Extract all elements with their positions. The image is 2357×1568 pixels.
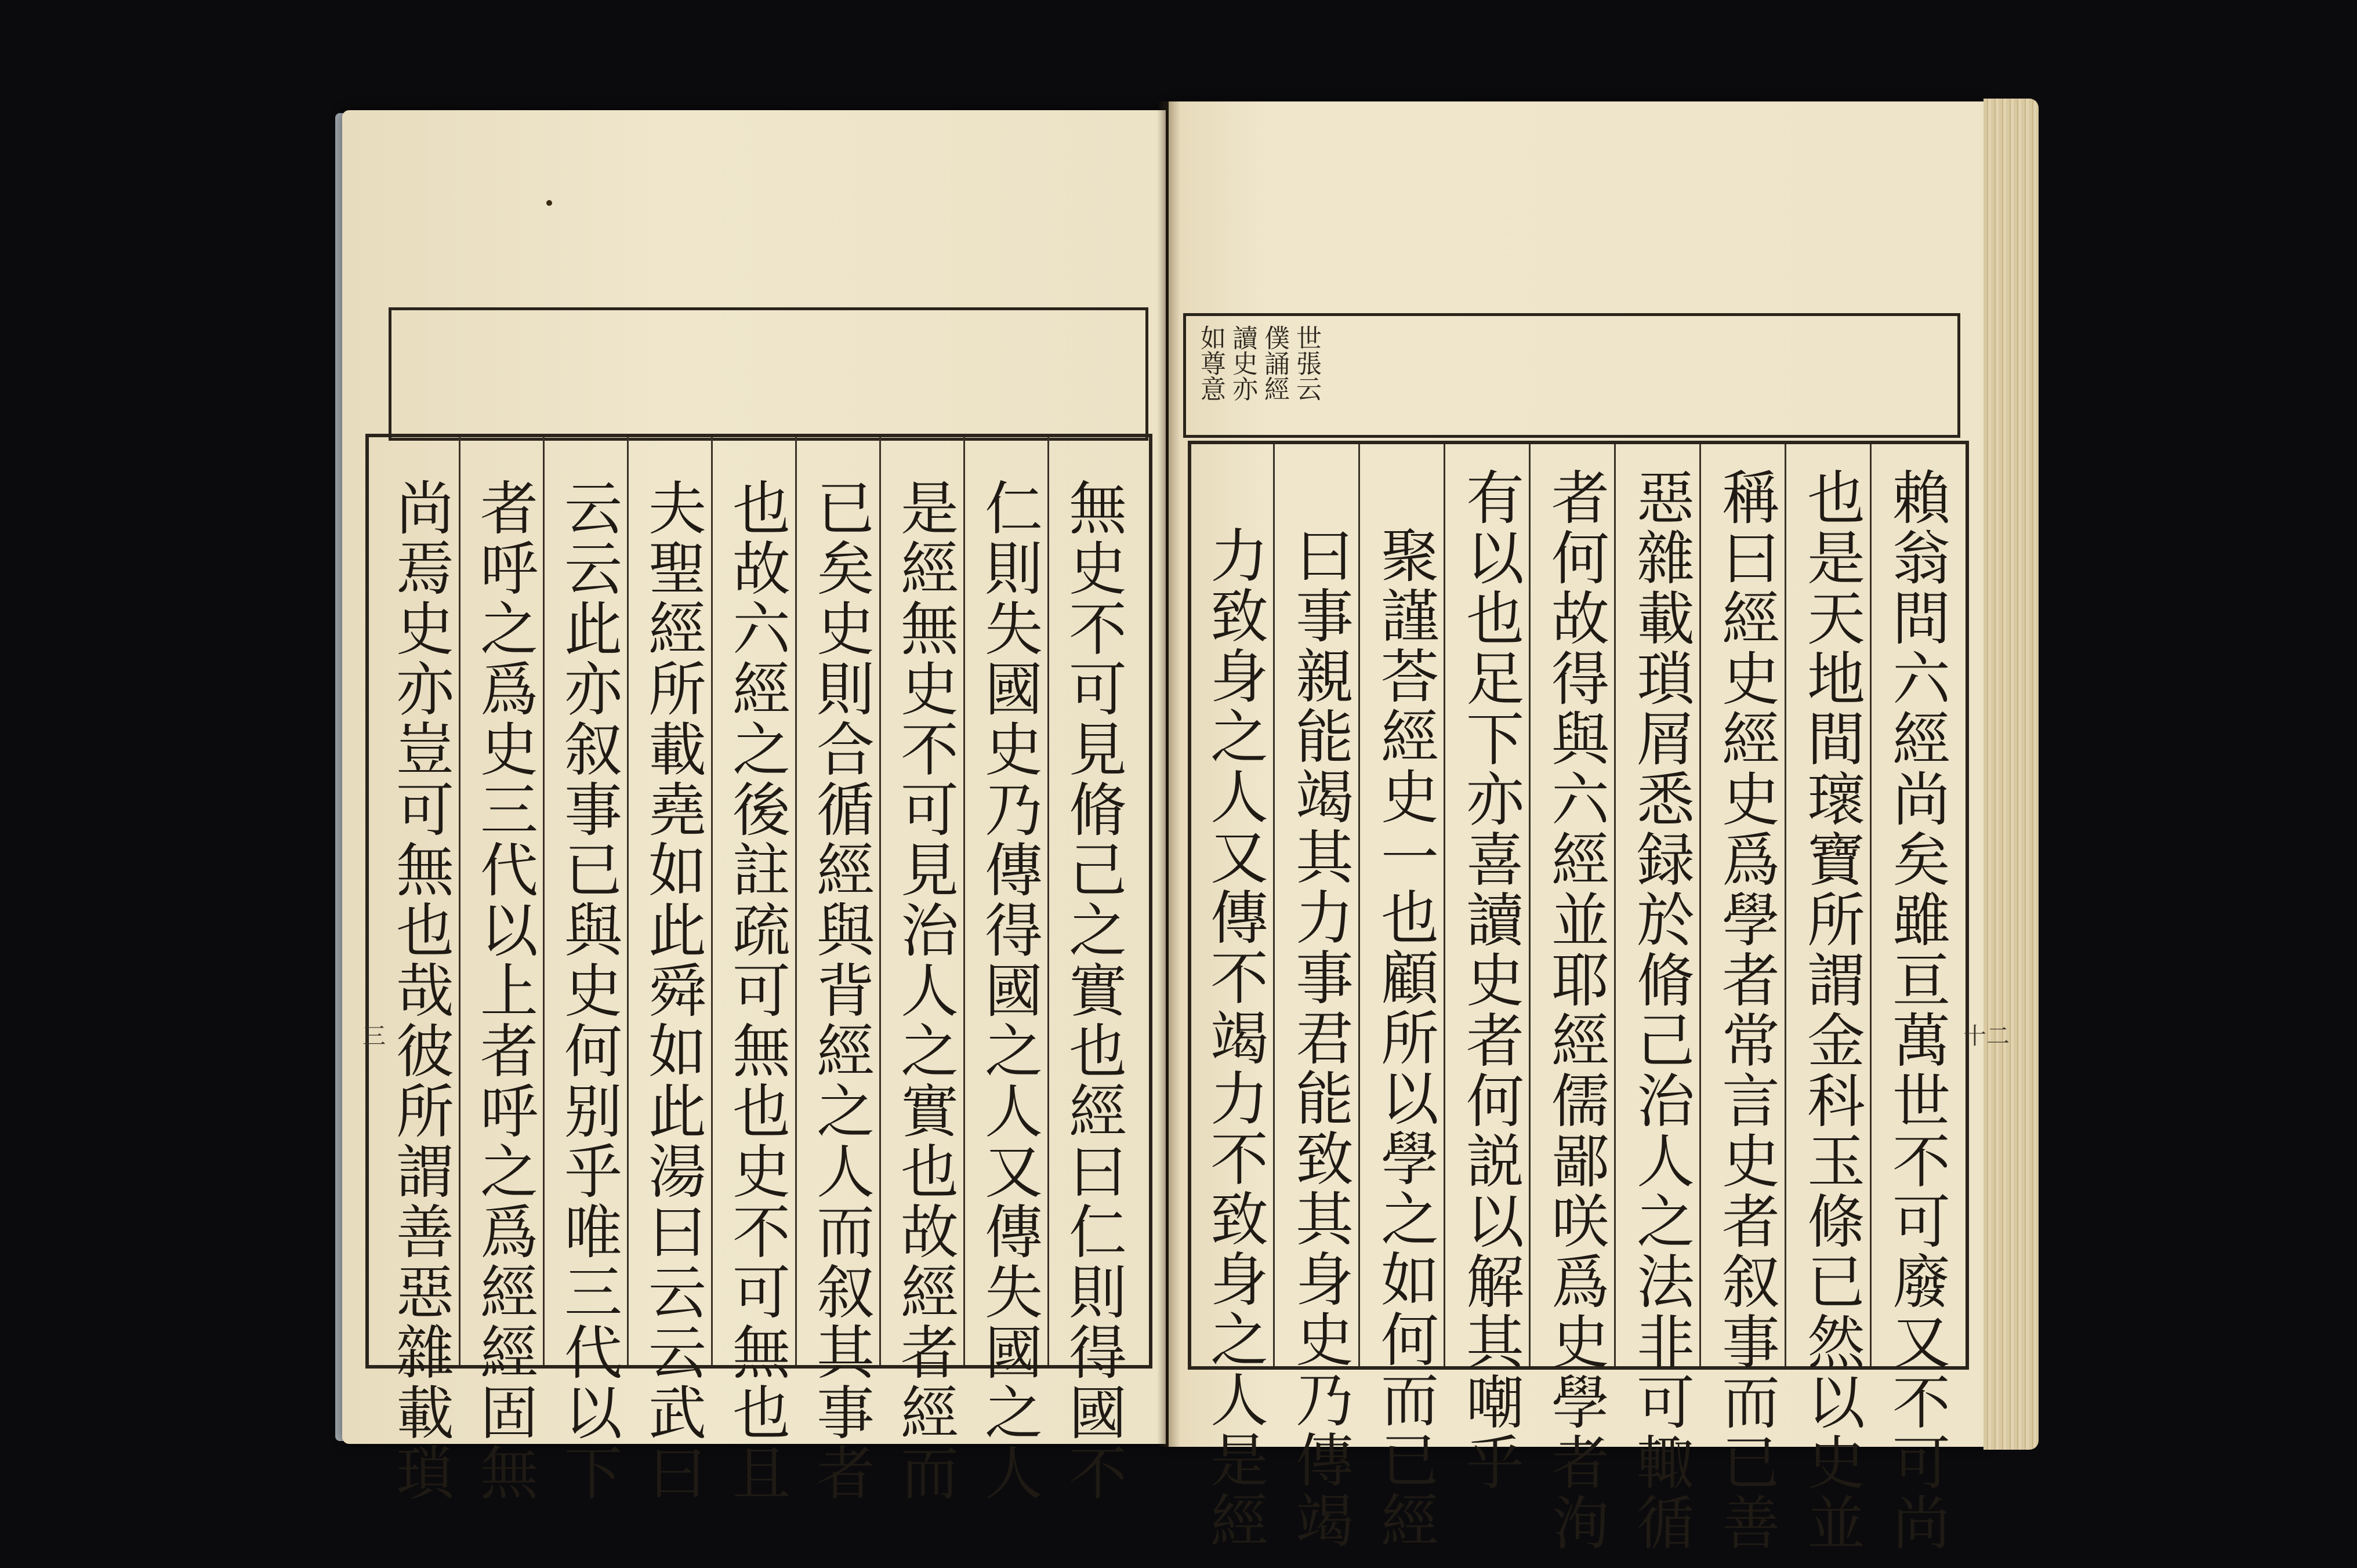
left-folio-number: 三: [362, 1023, 386, 1050]
column-rule: [1358, 444, 1360, 1366]
text-column: 也是天地間瓌寶所謂金科玉條已然以史並: [1797, 467, 1865, 1553]
text-column: 力致身之人又傳不竭力不致身之人是經: [1201, 525, 1268, 1551]
text-column: 無史不可見脩己之實也經曰仁則得國不: [1059, 478, 1127, 1503]
column-rule: [627, 437, 629, 1365]
column-rule: [795, 437, 797, 1365]
text-column: 賴翁問六經尚矣雖亘萬世不可廢又不可尚: [1883, 467, 1950, 1553]
left-text-frame: [365, 434, 1152, 1503]
text-column: 尚焉史亦豈可無也哉彼所謂善惡雜載瑣: [386, 478, 454, 1503]
column-rule: [1614, 444, 1616, 1366]
column-rule: [1047, 437, 1049, 1365]
headnote-line: 如尊意: [1196, 325, 1225, 401]
column-rule: [1785, 444, 1786, 1366]
right-headnote: [1195, 325, 1322, 401]
text-column: 惡雜載瑣屑悉録於脩己治人之法非可輙循: [1627, 467, 1695, 1553]
text-column: 曰事親能竭其力事君能致其身史乃傳竭: [1286, 525, 1354, 1551]
text-column: 已矣史則合循經與背經之人而叙其事者: [807, 478, 875, 1503]
column-rule: [1870, 444, 1872, 1366]
column-rule: [1444, 444, 1445, 1366]
text-column: 有以也足下亦喜讀史者何説以解其嘲乎: [1456, 467, 1524, 1493]
text-column: 者何故得與六經並耶經儒鄙咲爲史學者洵: [1542, 467, 1609, 1553]
column-rule: [963, 437, 965, 1365]
column-rule: [711, 437, 713, 1365]
text-column: 聚謹荅經史一也顧所以學之如何而已經: [1371, 525, 1439, 1551]
column-rule: [1273, 444, 1275, 1366]
right-folio-number: 十二: [1963, 1023, 2010, 1050]
headnote-line: 世張云: [1292, 325, 1321, 401]
column-rule: [879, 437, 881, 1365]
text-column: 夫聖經所載堯如此舜如此湯曰云云武曰: [639, 478, 706, 1503]
text-column: 稱曰經史經史爲學者常言史者叙事而已善: [1712, 467, 1780, 1553]
headnote-line: 僕誦經: [1260, 325, 1289, 401]
text-column: 云云此亦叙事已與史何别乎唯三代以下: [554, 478, 622, 1503]
ink-spot: [546, 200, 552, 206]
book-gutter: [1157, 101, 1180, 1447]
column-rule: [459, 437, 460, 1365]
page-block-edges: [1983, 99, 2039, 1450]
left-headnote-box: [389, 307, 1148, 441]
text-column: 者呼之爲史三代以上者呼之爲經經固無: [470, 478, 538, 1503]
column-rule: [543, 437, 545, 1365]
column-rule: [1529, 444, 1531, 1366]
text-column: 是經無史不可見治人之實也故經者經而: [891, 478, 959, 1503]
headnote-line: 讀史亦: [1228, 325, 1257, 401]
text-column: 也故六經之後註疏可無也史不可無也且: [723, 478, 790, 1503]
column-rule: [1699, 444, 1701, 1366]
right-text-frame: [1188, 441, 1969, 1553]
text-column: 仁則失國史乃傳得國之人又傳失國之人: [975, 478, 1043, 1503]
